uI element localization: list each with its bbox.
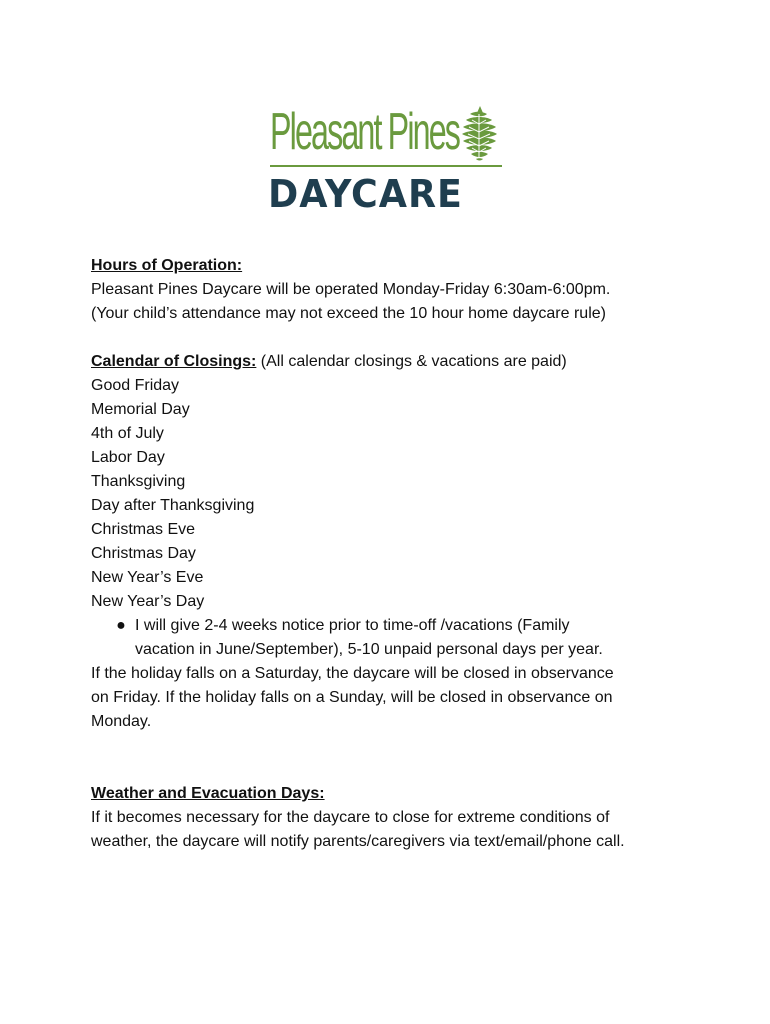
- hours-line-2: (Your child’s attendance may not exceed the 10 hour home daycare rule): [91, 305, 606, 322]
- holiday-item: Labor Day: [91, 449, 165, 466]
- logo-name-bottom: DAYCARE: [268, 172, 463, 216]
- weather-heading: Weather and Evacuation Days:: [91, 785, 325, 802]
- holiday-item: Christmas Day: [91, 545, 196, 562]
- holiday-item: 4th of July: [91, 425, 164, 442]
- document-body: [91, 254, 711, 854]
- observance-line-3: Monday.: [91, 713, 152, 730]
- hours-heading: Hours of Operation:: [91, 257, 243, 274]
- bullet-icon: ●: [116, 617, 126, 634]
- weather-line-2: weather, the daycare will notify parents/caregivers via text/email/phone call.: [91, 833, 625, 850]
- logo-name-top: Pleasant Pines: [270, 103, 460, 161]
- spacer: [91, 734, 711, 782]
- holiday-item: Christmas Eve: [91, 521, 196, 538]
- vacation-bullet: [91, 614, 711, 662]
- holiday-item: New Year’s Eve: [91, 569, 204, 586]
- closings-note: (All calendar closings & vacations are paid): [256, 353, 567, 370]
- pinecone-icon: [456, 104, 500, 162]
- holiday-item: Day after Thanksgiving: [91, 497, 255, 514]
- spacer: [91, 326, 711, 350]
- observance-line-1: If the holiday falls on a Saturday, the daycare will be closed in observance: [91, 665, 614, 682]
- closings-heading-row: [91, 350, 711, 374]
- hours-line-1: Pleasant Pines Daycare will be operated Monday-Friday 6:30am-6:00pm.: [91, 281, 611, 298]
- observance-line-2: on Friday. If the holiday falls on a Sunday, will be closed in observance on: [91, 689, 613, 706]
- holiday-item: Memorial Day: [91, 401, 190, 418]
- closings-heading: Calendar of Closings:: [91, 353, 257, 370]
- logo-divider: [270, 165, 502, 167]
- holiday-item: Thanksgiving: [91, 473, 186, 490]
- bullet-line-2: vacation in June/September), 5-10 unpaid personal days per year.: [135, 641, 603, 658]
- daycare-logo: [268, 100, 504, 222]
- holiday-item: Good Friday: [91, 377, 180, 394]
- holiday-item: New Year’s Day: [91, 593, 205, 610]
- bullet-line-1: I will give 2-4 weeks notice prior to time-off /vacations (Family: [135, 617, 570, 634]
- weather-line-1: If it becomes necessary for the daycare to close for extreme conditions of: [91, 809, 610, 826]
- logo-top-row: [268, 100, 504, 164]
